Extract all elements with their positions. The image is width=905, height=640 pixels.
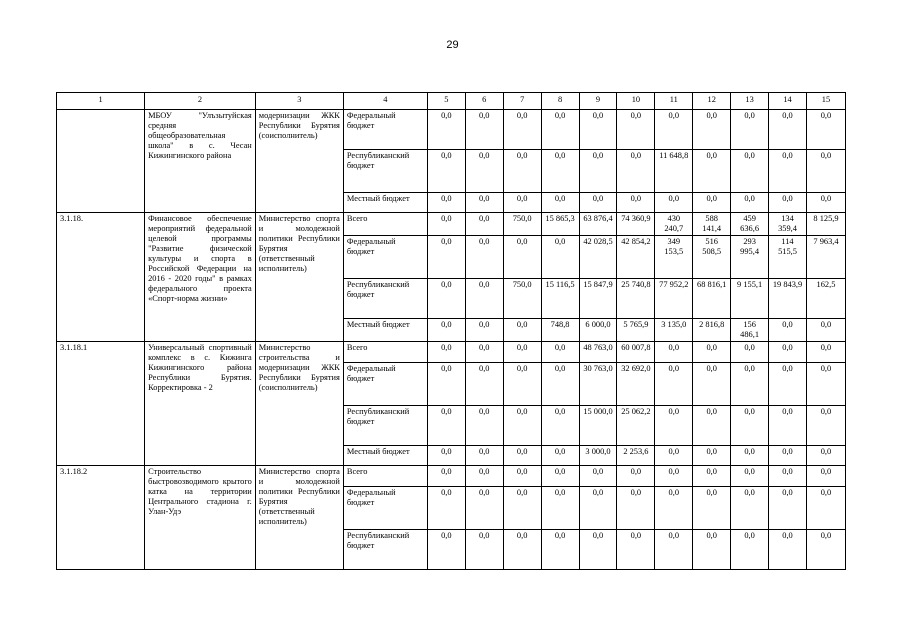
amount-cell: 0,0 <box>693 193 731 213</box>
amount-cell: 63 876,4 <box>579 213 617 236</box>
amount-cell: 0,0 <box>465 236 503 279</box>
amount-cell: 134 359,4 <box>769 213 807 236</box>
amount-cell: 0,0 <box>731 150 769 193</box>
amount-cell: 0,0 <box>503 193 541 213</box>
amount-cell: 0,0 <box>541 446 579 466</box>
amount-cell: 25 062,2 <box>617 406 655 446</box>
column-header: 2 <box>145 93 256 110</box>
amount-cell: 0,0 <box>427 319 465 342</box>
amount-cell: 7 963,4 <box>806 236 845 279</box>
funding-source: Республиканский бюджет <box>343 406 427 446</box>
amount-cell: 0,0 <box>693 446 731 466</box>
amount-cell: 0,0 <box>503 110 541 150</box>
amount-cell: 0,0 <box>427 150 465 193</box>
amount-cell: 0,0 <box>427 363 465 406</box>
column-header: 13 <box>731 93 769 110</box>
column-header: 7 <box>503 93 541 110</box>
amount-cell: 0,0 <box>769 446 807 466</box>
amount-cell: 68 816,1 <box>693 279 731 319</box>
amount-cell: 0,0 <box>693 150 731 193</box>
section-name: Универсальный спортивный комплекс в с. Кижинга Кижингинского района Республики Бурятия. Корректировка - 2 <box>145 342 256 466</box>
amount-cell: 750,0 <box>503 213 541 236</box>
amount-cell: 30 763,0 <box>579 363 617 406</box>
amount-cell: 0,0 <box>655 363 693 406</box>
amount-cell: 0,0 <box>541 236 579 279</box>
section-code <box>57 110 145 213</box>
amount-cell: 0,0 <box>465 342 503 363</box>
amount-cell: 0,0 <box>465 193 503 213</box>
amount-cell: 0,0 <box>503 150 541 193</box>
amount-cell: 0,0 <box>769 319 807 342</box>
amount-cell: 0,0 <box>806 342 845 363</box>
funding-source: Федеральный бюджет <box>343 110 427 150</box>
amount-cell: 0,0 <box>503 319 541 342</box>
section-code: 3.1.18. <box>57 213 145 342</box>
section-code: 3.1.18.2 <box>57 466 145 570</box>
amount-cell: 0,0 <box>465 487 503 530</box>
amount-cell: 293 995,4 <box>731 236 769 279</box>
amount-cell: 0,0 <box>617 193 655 213</box>
amount-cell: 11 648,8 <box>655 150 693 193</box>
funding-source: Федеральный бюджет <box>343 236 427 279</box>
amount-cell: 0,0 <box>579 466 617 487</box>
amount-cell: 0,0 <box>427 446 465 466</box>
amount-cell: 162,5 <box>806 279 845 319</box>
column-header: 9 <box>579 93 617 110</box>
column-header: 3 <box>255 93 343 110</box>
amount-cell: 0,0 <box>731 530 769 570</box>
amount-cell: 74 360,9 <box>617 213 655 236</box>
column-header: 8 <box>541 93 579 110</box>
amount-cell: 0,0 <box>427 487 465 530</box>
amount-cell: 459 636,6 <box>731 213 769 236</box>
amount-cell: 0,0 <box>617 110 655 150</box>
funding-source: Местный бюджет <box>343 319 427 342</box>
funding-source: Местный бюджет <box>343 446 427 466</box>
column-header: 5 <box>427 93 465 110</box>
section-name: Строительство быстровозводимого крытого катка на территории Центрального стадиона г. Улан-Удэ <box>145 466 256 570</box>
amount-cell: 25 740,8 <box>617 279 655 319</box>
header-row <box>57 93 846 110</box>
amount-cell: 0,0 <box>503 236 541 279</box>
funding-source: Республиканский бюджет <box>343 279 427 319</box>
amount-cell: 0,0 <box>579 110 617 150</box>
section-executor: модернизации ЖКК Республики Бурятия (соисполнитель) <box>255 110 343 213</box>
amount-cell: 748,8 <box>541 319 579 342</box>
column-header: 12 <box>693 93 731 110</box>
section-executor: Министерство спорта и молодежной политики Республики Бурятия (ответственный исполнитель) <box>255 213 343 342</box>
amount-cell: 0,0 <box>579 193 617 213</box>
amount-cell: 0,0 <box>769 530 807 570</box>
column-header: 15 <box>806 93 845 110</box>
amount-cell: 0,0 <box>693 487 731 530</box>
amount-cell: 0,0 <box>427 466 465 487</box>
amount-cell: 48 763,0 <box>579 342 617 363</box>
amount-cell: 0,0 <box>655 110 693 150</box>
amount-cell: 8 125,9 <box>806 213 845 236</box>
amount-cell: 0,0 <box>806 319 845 342</box>
amount-cell: 0,0 <box>806 487 845 530</box>
amount-cell: 77 952,2 <box>655 279 693 319</box>
amount-cell: 0,0 <box>541 466 579 487</box>
amount-cell: 0,0 <box>541 150 579 193</box>
amount-cell: 0,0 <box>503 363 541 406</box>
amount-cell: 0,0 <box>541 363 579 406</box>
funding-source: Федеральный бюджет <box>343 487 427 530</box>
amount-cell: 0,0 <box>503 446 541 466</box>
table-row <box>57 342 846 363</box>
amount-cell: 0,0 <box>731 363 769 406</box>
amount-cell: 0,0 <box>769 150 807 193</box>
amount-cell: 0,0 <box>427 530 465 570</box>
amount-cell: 0,0 <box>806 530 845 570</box>
amount-cell: 0,0 <box>806 466 845 487</box>
column-header: 14 <box>769 93 807 110</box>
amount-cell: 15 000,0 <box>579 406 617 446</box>
column-header: 11 <box>655 93 693 110</box>
amount-cell: 0,0 <box>503 530 541 570</box>
amount-cell: 42 854,2 <box>617 236 655 279</box>
column-header: 10 <box>617 93 655 110</box>
table-row <box>57 466 846 487</box>
section-code: 3.1.18.1 <box>57 342 145 466</box>
amount-cell: 0,0 <box>427 342 465 363</box>
amount-cell: 2 253,6 <box>617 446 655 466</box>
amount-cell: 0,0 <box>617 530 655 570</box>
amount-cell: 0,0 <box>731 466 769 487</box>
funding-source: Местный бюджет <box>343 193 427 213</box>
amount-cell: 0,0 <box>465 279 503 319</box>
section-executor: Министерство строительства и модернизации ЖКК Республики Бурятия (соисполнитель) <box>255 342 343 466</box>
amount-cell: 0,0 <box>693 406 731 446</box>
amount-cell: 15 847,9 <box>579 279 617 319</box>
amount-cell: 0,0 <box>806 193 845 213</box>
amount-cell: 588 141,4 <box>693 213 731 236</box>
amount-cell: 0,0 <box>541 342 579 363</box>
amount-cell: 0,0 <box>769 487 807 530</box>
amount-cell: 0,0 <box>731 487 769 530</box>
amount-cell: 0,0 <box>655 193 693 213</box>
amount-cell: 3 000,0 <box>579 446 617 466</box>
amount-cell: 9 155,1 <box>731 279 769 319</box>
amount-cell: 0,0 <box>693 530 731 570</box>
amount-cell: 0,0 <box>541 530 579 570</box>
amount-cell: 0,0 <box>769 466 807 487</box>
amount-cell: 0,0 <box>693 466 731 487</box>
funding-source: Всего <box>343 213 427 236</box>
funding-source: Республиканский бюджет <box>343 150 427 193</box>
amount-cell: 0,0 <box>769 110 807 150</box>
amount-cell: 0,0 <box>655 530 693 570</box>
amount-cell: 0,0 <box>427 279 465 319</box>
amount-cell: 0,0 <box>541 406 579 446</box>
amount-cell: 0,0 <box>465 446 503 466</box>
amount-cell: 349 153,5 <box>655 236 693 279</box>
amount-cell: 0,0 <box>731 193 769 213</box>
table-row <box>57 110 846 150</box>
amount-cell: 114 515,5 <box>769 236 807 279</box>
page-number: 29 <box>446 39 459 51</box>
amount-cell: 2 816,8 <box>693 319 731 342</box>
amount-cell: 0,0 <box>655 446 693 466</box>
amount-cell: 0,0 <box>579 150 617 193</box>
amount-cell: 0,0 <box>427 110 465 150</box>
budget-table <box>56 92 846 570</box>
table-row <box>57 213 846 236</box>
amount-cell: 0,0 <box>503 406 541 446</box>
amount-cell: 5 765,9 <box>617 319 655 342</box>
amount-cell: 0,0 <box>655 342 693 363</box>
amount-cell: 0,0 <box>465 150 503 193</box>
section-name: МБОУ "Улъзытуйская средняя общеобразовательная школа" в с. Чесан Кижингинского района <box>145 110 256 213</box>
amount-cell: 0,0 <box>769 363 807 406</box>
amount-cell: 0,0 <box>503 342 541 363</box>
amount-cell: 0,0 <box>465 530 503 570</box>
amount-cell: 19 843,9 <box>769 279 807 319</box>
amount-cell: 0,0 <box>503 487 541 530</box>
amount-cell: 0,0 <box>806 110 845 150</box>
amount-cell: 0,0 <box>806 150 845 193</box>
amount-cell: 0,0 <box>769 193 807 213</box>
section-name: Финансовое обеспечение мероприятий федеральной целевой программы "Развитие физической культуры и спорта в Российской Федерации на 2016 - 2020 годы" в рамках федерального проекта «Спорт-норма жизни» <box>145 213 256 342</box>
amount-cell: 0,0 <box>693 342 731 363</box>
amount-cell: 0,0 <box>541 110 579 150</box>
amount-cell: 0,0 <box>769 406 807 446</box>
amount-cell: 0,0 <box>655 406 693 446</box>
amount-cell: 15 116,5 <box>541 279 579 319</box>
amount-cell: 0,0 <box>806 363 845 406</box>
funding-source: Республиканский бюджет <box>343 530 427 570</box>
amount-cell: 0,0 <box>655 487 693 530</box>
amount-cell: 0,0 <box>731 446 769 466</box>
amount-cell: 42 028,5 <box>579 236 617 279</box>
section-executor: Министерство спорта и молодежной политики Республики Бурятия (ответственный исполнитель) <box>255 466 343 570</box>
amount-cell: 0,0 <box>427 406 465 446</box>
amount-cell: 0,0 <box>427 213 465 236</box>
amount-cell: 0,0 <box>655 466 693 487</box>
amount-cell: 0,0 <box>693 363 731 406</box>
amount-cell: 0,0 <box>541 487 579 530</box>
funding-source: Всего <box>343 466 427 487</box>
amount-cell: 0,0 <box>503 466 541 487</box>
amount-cell: 0,0 <box>579 530 617 570</box>
column-header: 1 <box>57 93 145 110</box>
amount-cell: 156 486,1 <box>731 319 769 342</box>
amount-cell: 0,0 <box>806 446 845 466</box>
amount-cell: 430 240,7 <box>655 213 693 236</box>
amount-cell: 0,0 <box>465 110 503 150</box>
amount-cell: 32 692,0 <box>617 363 655 406</box>
amount-cell: 0,0 <box>579 487 617 530</box>
amount-cell: 0,0 <box>806 406 845 446</box>
amount-cell: 0,0 <box>617 150 655 193</box>
column-header: 4 <box>343 93 427 110</box>
amount-cell: 516 508,5 <box>693 236 731 279</box>
funding-source: Всего <box>343 342 427 363</box>
amount-cell: 0,0 <box>465 363 503 406</box>
amount-cell: 750,0 <box>503 279 541 319</box>
amount-cell: 0,0 <box>427 193 465 213</box>
amount-cell: 15 865,3 <box>541 213 579 236</box>
funding-source: Федеральный бюджет <box>343 363 427 406</box>
amount-cell: 0,0 <box>769 342 807 363</box>
amount-cell: 60 007,8 <box>617 342 655 363</box>
amount-cell: 0,0 <box>427 236 465 279</box>
amount-cell: 0,0 <box>731 110 769 150</box>
amount-cell: 0,0 <box>465 466 503 487</box>
amount-cell: 0,0 <box>731 406 769 446</box>
amount-cell: 3 135,0 <box>655 319 693 342</box>
amount-cell: 0,0 <box>617 466 655 487</box>
amount-cell: 0,0 <box>465 406 503 446</box>
amount-cell: 0,0 <box>465 213 503 236</box>
amount-cell: 0,0 <box>541 193 579 213</box>
amount-cell: 0,0 <box>731 342 769 363</box>
amount-cell: 6 000,0 <box>579 319 617 342</box>
amount-cell: 0,0 <box>465 319 503 342</box>
amount-cell: 0,0 <box>617 487 655 530</box>
column-header: 6 <box>465 93 503 110</box>
amount-cell: 0,0 <box>693 110 731 150</box>
